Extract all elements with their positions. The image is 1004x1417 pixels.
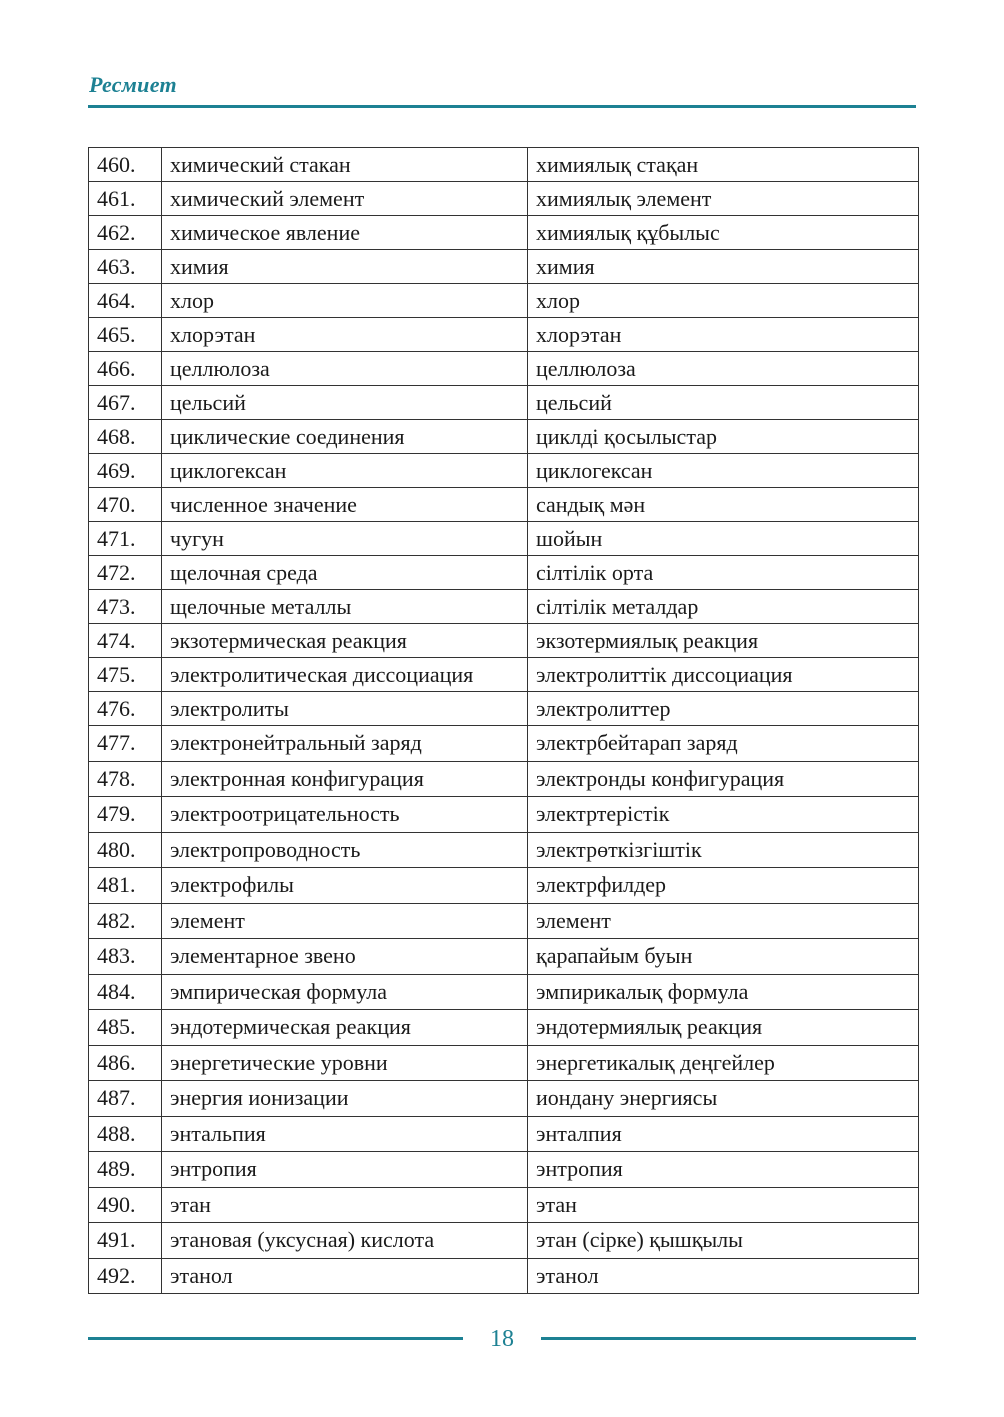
russian-term-cell: хлорэтан	[162, 318, 528, 352]
row-number-cell: 486.	[89, 1045, 162, 1081]
table-row	[89, 1010, 919, 1046]
row-number-cell: 463.	[89, 250, 162, 284]
footer-divider-right	[541, 1337, 916, 1340]
row-number-cell: 491.	[89, 1223, 162, 1259]
kazakh-term-cell: химия	[528, 250, 919, 284]
russian-term-cell: щелочные металлы	[162, 590, 528, 624]
kazakh-term-cell: электрөткізгіштік	[528, 832, 919, 868]
kazakh-term-cell: электролиттік диссоциация	[528, 658, 919, 692]
kazakh-term-cell: целлюлоза	[528, 352, 919, 386]
row-number-cell: 465.	[89, 318, 162, 352]
table-row	[89, 1152, 919, 1188]
russian-term-cell: энергетические уровни	[162, 1045, 528, 1081]
table-row	[89, 1187, 919, 1223]
russian-term-cell: энергия ионизации	[162, 1081, 528, 1117]
kazakh-term-cell: энергетикалық деңгейлер	[528, 1045, 919, 1081]
russian-term-cell: элементарное звено	[162, 939, 528, 975]
table-row	[89, 1223, 919, 1259]
row-number-cell: 490.	[89, 1187, 162, 1223]
row-number-cell: 484.	[89, 974, 162, 1010]
row-number-cell: 474.	[89, 624, 162, 658]
kazakh-term-cell: химиялық элемент	[528, 182, 919, 216]
russian-term-cell: щелочная среда	[162, 556, 528, 590]
russian-term-cell: этан	[162, 1187, 528, 1223]
russian-term-cell: химический элемент	[162, 182, 528, 216]
glossary-table	[88, 147, 919, 1294]
row-number-cell: 475.	[89, 658, 162, 692]
russian-term-cell: элемент	[162, 903, 528, 939]
table-row	[89, 454, 919, 488]
table-row	[89, 624, 919, 658]
russian-term-cell: химическое явление	[162, 216, 528, 250]
table-row	[89, 1045, 919, 1081]
russian-term-cell: химия	[162, 250, 528, 284]
row-number-cell: 492.	[89, 1258, 162, 1294]
row-number-cell: 489.	[89, 1152, 162, 1188]
table-row	[89, 522, 919, 556]
row-number-cell: 482.	[89, 903, 162, 939]
table-row	[89, 832, 919, 868]
row-number-cell: 480.	[89, 832, 162, 868]
kazakh-term-cell: экзотермиялық реакция	[528, 624, 919, 658]
table-row	[89, 797, 919, 833]
kazakh-term-cell: иондану энергиясы	[528, 1081, 919, 1117]
kazakh-term-cell: сілтілік орта	[528, 556, 919, 590]
table-row	[89, 488, 919, 522]
page-number: 18	[490, 1326, 514, 1352]
kazakh-term-cell: энталпия	[528, 1116, 919, 1152]
russian-term-cell: электронная конфигурация	[162, 761, 528, 797]
russian-term-cell: эндотермическая реакция	[162, 1010, 528, 1046]
kazakh-term-cell: энтропия	[528, 1152, 919, 1188]
table-row	[89, 939, 919, 975]
table-row	[89, 974, 919, 1010]
kazakh-term-cell: сілтілік металдар	[528, 590, 919, 624]
russian-term-cell: чугун	[162, 522, 528, 556]
row-number-cell: 461.	[89, 182, 162, 216]
kazakh-term-cell: эндотермиялық реакция	[528, 1010, 919, 1046]
kazakh-term-cell: химиялық құбылыс	[528, 216, 919, 250]
table-row	[89, 352, 919, 386]
table-row	[89, 868, 919, 904]
kazakh-term-cell: сандық мән	[528, 488, 919, 522]
russian-term-cell: электропроводность	[162, 832, 528, 868]
row-number-cell: 485.	[89, 1010, 162, 1046]
table-row	[89, 726, 919, 762]
russian-term-cell: электролитическая диссоциация	[162, 658, 528, 692]
running-header-title: Ресмиет	[89, 72, 177, 97]
table-row	[89, 216, 919, 250]
row-number-cell: 483.	[89, 939, 162, 975]
russian-term-cell: этановая (уксусная) кислота	[162, 1223, 528, 1259]
russian-term-cell: электролиты	[162, 692, 528, 726]
table-row	[89, 692, 919, 726]
russian-term-cell: этанол	[162, 1258, 528, 1294]
row-number-cell: 481.	[89, 868, 162, 904]
russian-term-cell: электрофилы	[162, 868, 528, 904]
row-number-cell: 479.	[89, 797, 162, 833]
russian-term-cell: экзотермическая реакция	[162, 624, 528, 658]
row-number-cell: 460.	[89, 148, 162, 182]
kazakh-term-cell: электронды конфигурация	[528, 761, 919, 797]
table-row	[89, 420, 919, 454]
row-number-cell: 469.	[89, 454, 162, 488]
kazakh-term-cell: цельсий	[528, 386, 919, 420]
row-number-cell: 470.	[89, 488, 162, 522]
table-row	[89, 1258, 919, 1294]
row-number-cell: 464.	[89, 284, 162, 318]
russian-term-cell: цельсий	[162, 386, 528, 420]
row-number-cell: 478.	[89, 761, 162, 797]
kazakh-term-cell: этан	[528, 1187, 919, 1223]
russian-term-cell: хлор	[162, 284, 528, 318]
kazakh-term-cell: электртерістік	[528, 797, 919, 833]
table-row	[89, 148, 919, 182]
table-row	[89, 386, 919, 420]
russian-term-cell: циклические соединения	[162, 420, 528, 454]
kazakh-term-cell: қарапайым буын	[528, 939, 919, 975]
row-number-cell: 468.	[89, 420, 162, 454]
table-row	[89, 250, 919, 284]
kazakh-term-cell: этанол	[528, 1258, 919, 1294]
row-number-cell: 471.	[89, 522, 162, 556]
table-row	[89, 658, 919, 692]
kazakh-term-cell: хлорэтан	[528, 318, 919, 352]
russian-term-cell: химический стакан	[162, 148, 528, 182]
glossary-table-body	[89, 148, 919, 1294]
kazakh-term-cell: этан (сірке) қышқылы	[528, 1223, 919, 1259]
table-row	[89, 1081, 919, 1117]
kazakh-term-cell: электрбейтарап заряд	[528, 726, 919, 762]
row-number-cell: 462.	[89, 216, 162, 250]
row-number-cell: 472.	[89, 556, 162, 590]
russian-term-cell: эмпирическая формула	[162, 974, 528, 1010]
row-number-cell: 477.	[89, 726, 162, 762]
footer-divider-left	[88, 1337, 463, 1340]
russian-term-cell: электронейтральный заряд	[162, 726, 528, 762]
kazakh-term-cell: шойын	[528, 522, 919, 556]
russian-term-cell: энтропия	[162, 1152, 528, 1188]
table-row	[89, 556, 919, 590]
kazakh-term-cell: циклді қосылыстар	[528, 420, 919, 454]
russian-term-cell: целлюлоза	[162, 352, 528, 386]
kazakh-term-cell: элемент	[528, 903, 919, 939]
table-row	[89, 318, 919, 352]
kazakh-term-cell: электролиттер	[528, 692, 919, 726]
row-number-cell: 467.	[89, 386, 162, 420]
russian-term-cell: циклогексан	[162, 454, 528, 488]
kazakh-term-cell: эмпирикалық формула	[528, 974, 919, 1010]
kazakh-term-cell: циклогексан	[528, 454, 919, 488]
header-divider	[88, 105, 916, 108]
russian-term-cell: численное значение	[162, 488, 528, 522]
russian-term-cell: энтальпия	[162, 1116, 528, 1152]
kazakh-term-cell: электрфилдер	[528, 868, 919, 904]
kazakh-term-cell: химиялық стақан	[528, 148, 919, 182]
table-row	[89, 182, 919, 216]
russian-term-cell: электроотрицательность	[162, 797, 528, 833]
row-number-cell: 466.	[89, 352, 162, 386]
row-number-cell: 476.	[89, 692, 162, 726]
kazakh-term-cell: хлор	[528, 284, 919, 318]
table-row	[89, 761, 919, 797]
row-number-cell: 488.	[89, 1116, 162, 1152]
table-row	[89, 1116, 919, 1152]
table-row	[89, 590, 919, 624]
row-number-cell: 473.	[89, 590, 162, 624]
table-row	[89, 284, 919, 318]
row-number-cell: 487.	[89, 1081, 162, 1117]
table-row	[89, 903, 919, 939]
